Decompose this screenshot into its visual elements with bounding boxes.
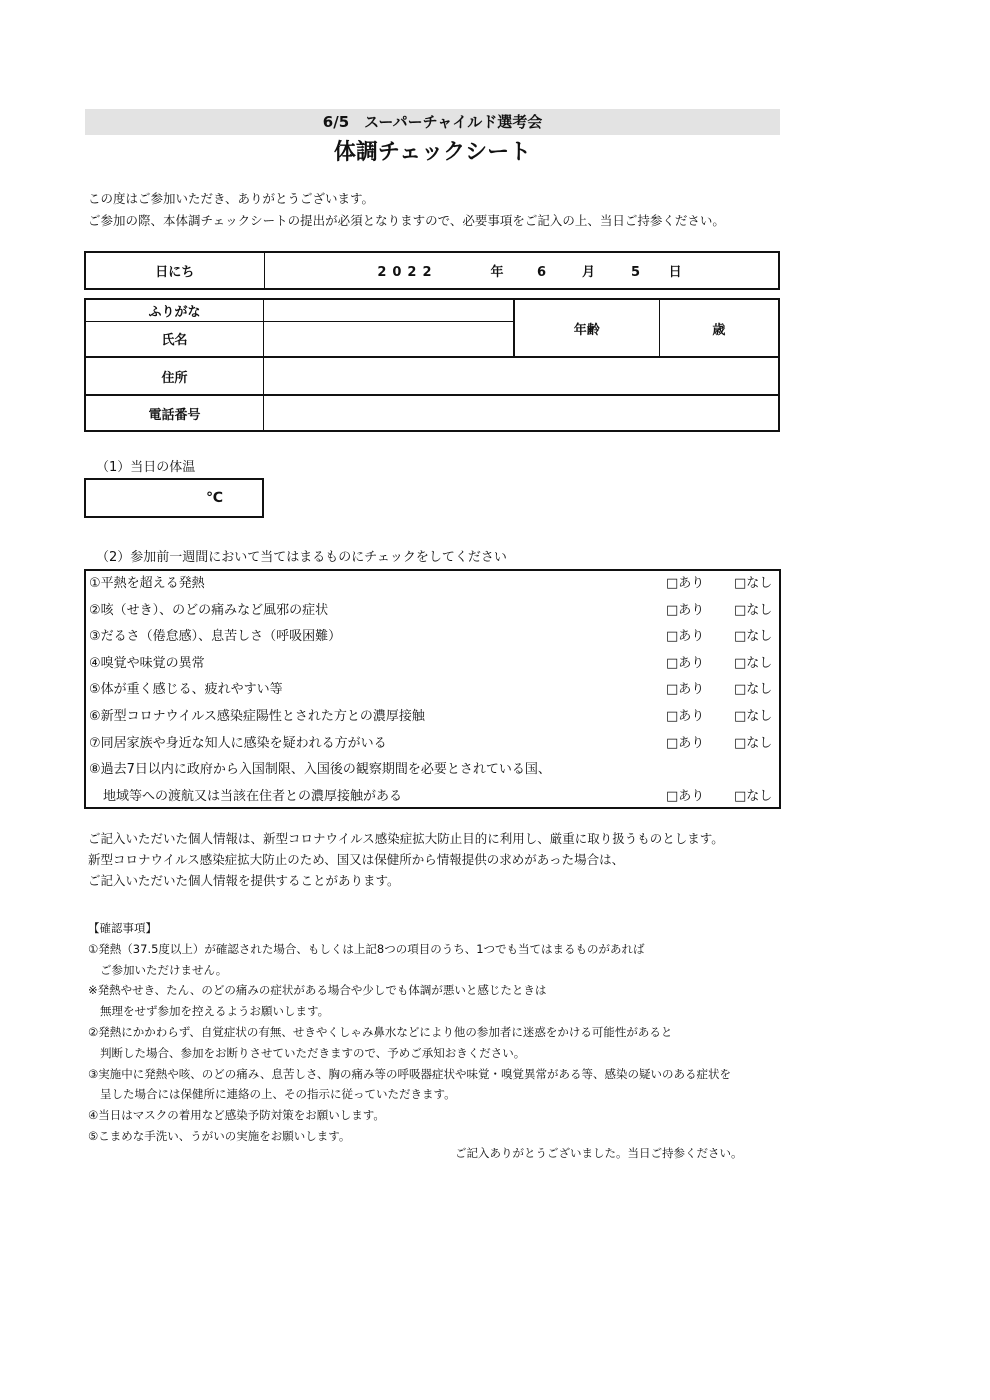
checklist-question: ⑦同居家族や身近な知人に感染を疑われる方がいる xyxy=(89,735,387,751)
date-table xyxy=(84,251,780,290)
confirm-heading: 【確認事項】 xyxy=(88,921,157,935)
checkbox-nashi[interactable]: □なし xyxy=(734,602,773,618)
checkbox-nashi[interactable]: □なし xyxy=(734,655,773,671)
age-field[interactable] xyxy=(659,299,779,357)
intro-text xyxy=(88,188,725,232)
address-field[interactable] xyxy=(263,357,779,395)
checklist-question: ②咳（せき）、のどの痛みなど風邪の症状 xyxy=(89,602,329,618)
confirm-line: ②発熱にかかわらず、自覚症状の有無、せきやくしゃみ鼻水などにより他の参加者に迷惑をかける可能性があると xyxy=(88,1024,673,1039)
symptom-checklist xyxy=(84,569,781,809)
checkbox-nashi[interactable]: □なし xyxy=(734,788,773,804)
address-label: 住所 xyxy=(85,357,263,395)
confirmation-items xyxy=(88,918,731,1147)
date-month: 6 xyxy=(536,265,546,280)
intro-line-2: ご参加の際、本体調チェックシートの提出が必須となりますので、必要事項をご記入の上、当日ご持参ください。 xyxy=(88,213,725,228)
event-title: 6/5 スーパーチャイルド選考会 xyxy=(85,109,780,135)
checklist-row xyxy=(86,704,779,731)
checklist-question: 地域等への渡航又は当該在住者との濃厚接触がある xyxy=(103,788,403,804)
confirm-line: ⑤こまめな手洗い、うがいの実施をお願いします。 xyxy=(88,1128,351,1143)
name-label: 氏名 xyxy=(85,321,263,357)
checkbox-ari[interactable]: □あり xyxy=(666,735,705,751)
phone-field[interactable] xyxy=(263,395,779,431)
checkbox-ari[interactable]: □あり xyxy=(666,682,705,698)
checkbox-ari[interactable]: □あり xyxy=(666,576,705,591)
date-value xyxy=(264,252,779,289)
name-field[interactable] xyxy=(263,321,513,357)
checklist-row xyxy=(86,624,779,651)
checklist-question: ⑧過去7日以内に政府から入国制限、入国後の観察期間を必要とされている国、 xyxy=(89,762,551,778)
date-month-unit: 月 xyxy=(582,265,596,280)
confirm-line: ※発熱やせき、たん、のどの痛みの症状がある場合や少しでも体調が悪いと感じたときは xyxy=(88,983,547,998)
age-unit: 歳 xyxy=(712,322,726,338)
checklist-question: ⑤体が重く感じる、疲れやすい等 xyxy=(89,682,283,698)
closing-message: ご記入ありがとうございました。当日ご持参ください。 xyxy=(455,1146,743,1160)
privacy-notice xyxy=(88,828,724,891)
privacy-line-1: ご記入いただいた個人情報は、新型コロナウイルス感染症拡大防止目的に利用し、厳重に取り扱うものとします。 xyxy=(88,831,724,846)
checkbox-nashi[interactable]: □なし xyxy=(734,708,773,724)
checklist-question: ⑥新型コロナウイルス感染症陽性とされた方との濃厚接触 xyxy=(89,708,425,724)
date-year: 2022 xyxy=(377,265,438,280)
checklist-row xyxy=(86,677,779,704)
confirm-line: 呈した場合には保健所に連絡の上、その指示に従っていただきます。 xyxy=(100,1087,456,1102)
checkbox-nashi[interactable]: □なし xyxy=(734,576,773,591)
checklist-question: ①平熱を超える発熱 xyxy=(89,576,205,591)
checklist-row xyxy=(86,757,779,784)
checklist-row xyxy=(86,731,779,758)
privacy-line-2: 新型コロナウイルス感染症拡大防止のため、国又は保健所から情報提供の求めがあった場合は、 xyxy=(88,852,625,867)
furigana-label: ふりがな xyxy=(85,299,263,321)
checkbox-ari[interactable]: □あり xyxy=(666,655,705,671)
checklist-row xyxy=(86,651,779,678)
furigana-field[interactable] xyxy=(263,299,513,321)
confirm-line: ①発熱（37.5度以上）が確認された場合、もしくは上記8つの項目のうち、1つでも当てはまるものがあれば xyxy=(88,941,645,956)
date-day-unit: 日 xyxy=(668,265,682,280)
confirm-line: ③実施中に発熱や咳、のどの痛み、息苦しさ、胸の痛み等の呼吸器症状や味覚・嗅覚異常がある等、感染の疑いのある症状を xyxy=(88,1066,732,1081)
date-day: 5 xyxy=(631,265,641,280)
checkbox-nashi[interactable]: □なし xyxy=(734,629,773,645)
checklist-question: ④嗅覚や味覚の異常 xyxy=(89,655,205,671)
temperature-field[interactable] xyxy=(84,478,264,518)
age-label: 年齢 xyxy=(514,299,660,357)
privacy-line-3: ご記入いただいた個人情報を提供することがあります。 xyxy=(88,873,400,888)
personal-info-table xyxy=(84,298,780,432)
checkbox-nashi[interactable]: □なし xyxy=(734,682,773,698)
checkbox-ari[interactable]: □あり xyxy=(666,602,705,618)
checkbox-nashi[interactable]: □なし xyxy=(734,735,773,751)
checklist-question: ③だるさ（倦怠感）、息苦しさ（呼吸困難） xyxy=(89,629,342,645)
temperature-unit: ℃ xyxy=(206,490,223,506)
checklist-row xyxy=(86,571,779,598)
checklist-row xyxy=(86,598,779,625)
confirm-line: ご参加いただけません。 xyxy=(100,962,228,977)
checkbox-ari[interactable]: □あり xyxy=(666,629,705,645)
confirm-line: 判断した場合、参加をお断りさせていただきますので、予めご承知おきください。 xyxy=(100,1045,526,1060)
confirm-line: ④当日はマスクの着用など感染予防対策をお願いします。 xyxy=(88,1108,385,1123)
checkbox-ari[interactable]: □あり xyxy=(666,708,705,724)
checkbox-ari[interactable]: □あり xyxy=(666,788,705,804)
checklist-label: （2）参加前一週間において当てはまるものにチェックをしてください xyxy=(96,550,507,565)
temperature-label: （1）当日の体温 xyxy=(96,460,196,475)
page-title: 体調チェックシート xyxy=(333,140,532,165)
phone-label: 電話番号 xyxy=(85,395,263,431)
date-year-unit: 年 xyxy=(490,265,504,280)
checklist-row xyxy=(86,784,779,811)
date-label: 日にち xyxy=(85,252,264,289)
intro-line-1: この度はご参加いただき、ありがとうございます。 xyxy=(88,191,375,206)
confirm-line: 無理をせず参加を控えるようお願いします。 xyxy=(100,1004,330,1019)
